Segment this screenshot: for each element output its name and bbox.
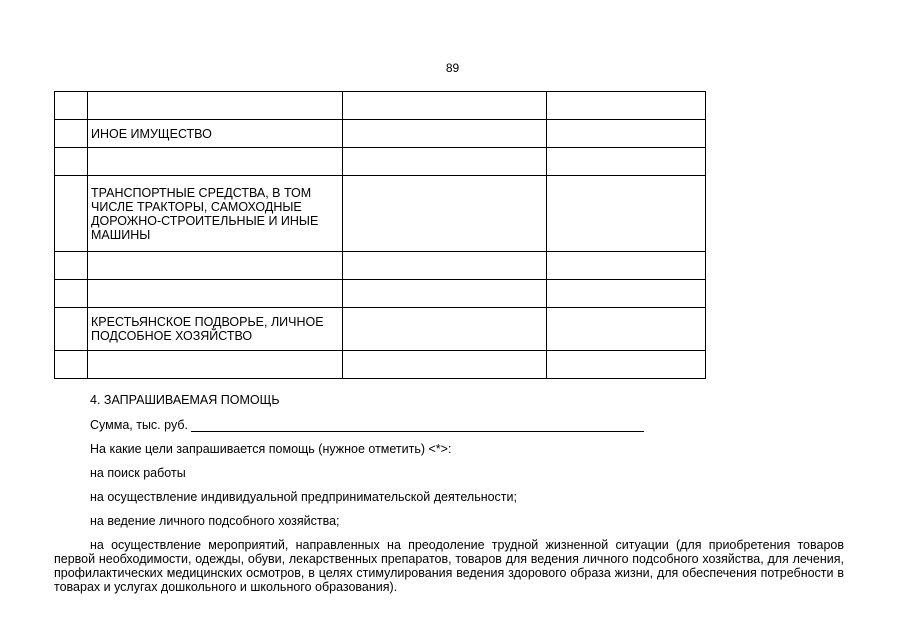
table-cell-label	[88, 92, 343, 120]
property-table	[54, 91, 706, 379]
table-cell	[547, 148, 706, 176]
table-cell-number	[55, 308, 88, 351]
table-cell	[547, 351, 706, 379]
table-row	[55, 148, 706, 176]
page-number: 89	[445, 61, 460, 75]
table-cell-label: ИНОЕ ИМУЩЕСТВО	[88, 120, 343, 148]
table-row	[55, 280, 706, 308]
table-cell-label	[88, 252, 343, 280]
purpose-option-hardship[interactable]: на осуществление мероприятий, направленных на преодоление трудной жизненной ситуации (для приобретения товаров первой необходимости, одежды, обуви, лекарственных препаратов, товаров для ведения личного подсобного хозяйства, для лечения, профилактических медицинских осмотров, в целях стимулирования ведения здорового образа жизни, для обеспечения потребности в товарах и услугах дошкольного и школьного образования).	[54, 538, 844, 594]
sum-line	[54, 418, 844, 432]
table-cell-label	[88, 351, 343, 379]
table-cell-number	[55, 280, 88, 308]
table-cell	[343, 176, 547, 252]
table-row	[55, 252, 706, 280]
table-cell	[547, 176, 706, 252]
table-cell-number	[55, 176, 88, 252]
table-cell-label	[88, 280, 343, 308]
table-cell	[343, 308, 547, 351]
section-heading: 4. ЗАПРАШИВАЕМАЯ ПОМОЩЬ	[90, 393, 280, 407]
table-cell-number	[55, 252, 88, 280]
table-cell-number	[55, 148, 88, 176]
table-cell	[547, 252, 706, 280]
table-cell-number	[55, 120, 88, 148]
table-row	[55, 351, 706, 379]
sum-input-line[interactable]	[191, 418, 644, 432]
purpose-option-job-search[interactable]: на поиск работы	[90, 466, 186, 480]
table-cell-label: ТРАНСПОРТНЫЕ СРЕДСТВА, В ТОМ ЧИСЛЕ ТРАКТОРЫ, САМОХОДНЫЕ ДОРОЖНО-СТРОИТЕЛЬНЫЕ И ИНЫЕ МАШИНЫ	[88, 176, 343, 252]
table-cell	[343, 148, 547, 176]
purpose-option-household[interactable]: на ведение личного подсобного хозяйства;	[90, 514, 340, 528]
table-cell	[343, 92, 547, 120]
requested-help-section	[54, 393, 844, 594]
table-cell	[343, 351, 547, 379]
table-cell-label	[88, 148, 343, 176]
table-cell	[547, 120, 706, 148]
table-row	[55, 92, 706, 120]
sum-label: Сумма, тыс. руб.	[90, 418, 188, 432]
table-cell	[343, 280, 547, 308]
table-cell-number	[55, 92, 88, 120]
table-cell-label: КРЕСТЬЯНСКОЕ ПОДВОРЬЕ, ЛИЧНОЕ ПОДСОБНОЕ ХОЗЯЙСТВО	[88, 308, 343, 351]
table-cell	[343, 252, 547, 280]
table-cell-number	[55, 351, 88, 379]
table-cell	[343, 120, 547, 148]
table-cell	[547, 280, 706, 308]
table-row	[55, 120, 706, 148]
purpose-option-entrepreneurship[interactable]: на осуществление индивидуальной предпринимательской деятельности;	[90, 490, 517, 504]
table-row	[55, 176, 706, 252]
purpose-question: На какие цели запрашивается помощь (нужное отметить) <*>:	[90, 442, 452, 456]
table-row	[55, 308, 706, 351]
table-cell	[547, 92, 706, 120]
table-cell	[547, 308, 706, 351]
